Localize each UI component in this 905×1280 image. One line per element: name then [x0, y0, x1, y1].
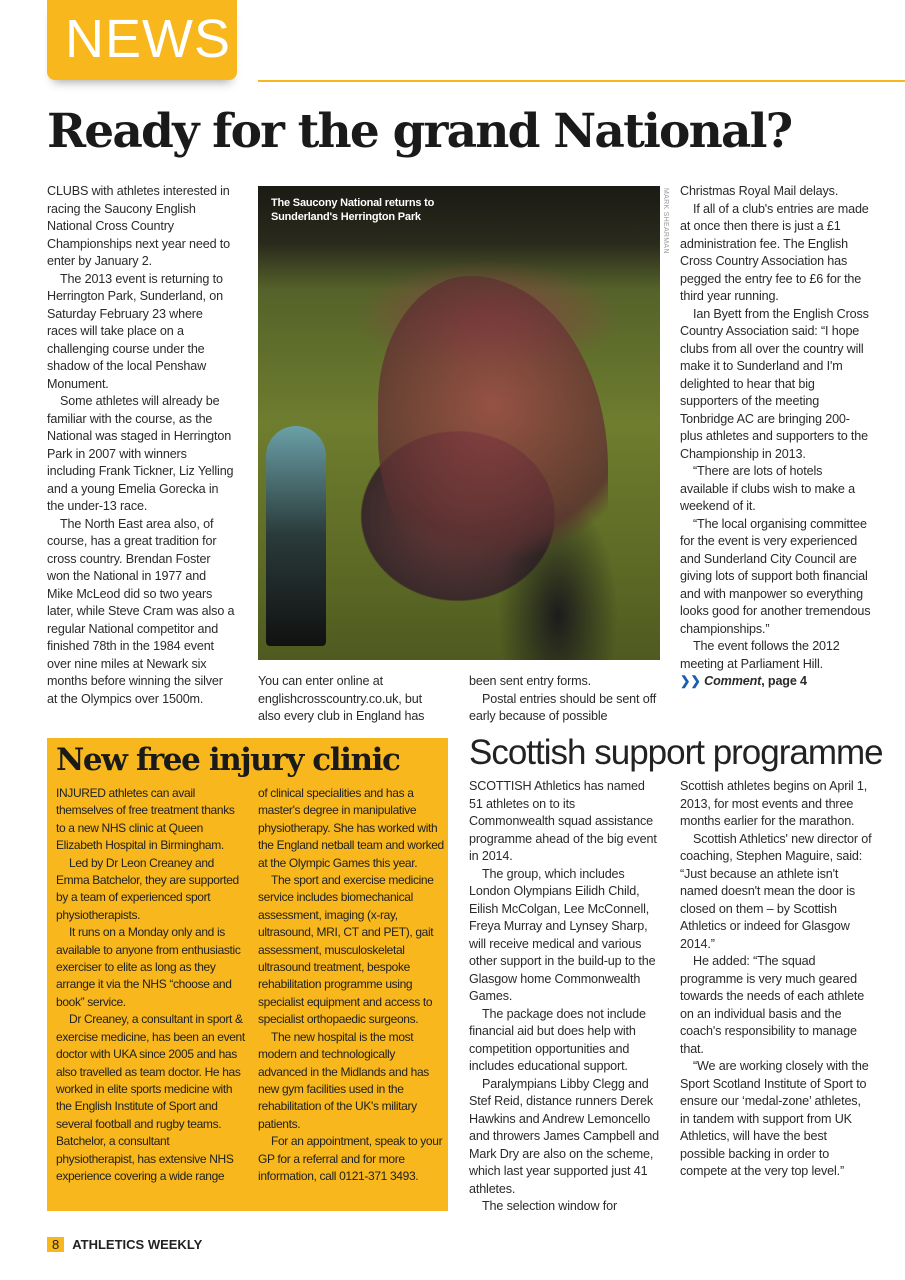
- section-tab: [47, 0, 237, 80]
- paragraph: SCOTTISH Athletics has named 51 athletes on to its Commonwealth squad assistance programme ahead of the big event in 2014.: [469, 779, 657, 863]
- article-col-1: [47, 183, 235, 708]
- paragraph: For an appointment, speak to your GP for a referral and for more information, call 0121-371 3493.: [258, 1134, 443, 1183]
- paragraph: The event follows the 2012 meeting at Parliament Hill.: [680, 639, 840, 671]
- paragraph: It runs on a Monday only and is available to anyone from enthusiastic exerciser to elite as long as they arrange it via the NHS “choose and book” service.: [56, 925, 241, 1009]
- paragraph: “The local organising committee for the event is very experienced and Sunderland City Council are giving lots of support both financial and with manpower so everything looks good for another tremendous championships.”: [680, 516, 871, 636]
- paragraph: He added: “The squad programme is very much geared towards the needs of each athlete on an individual basis and the coach's responsibility to manage that.: [680, 954, 865, 1056]
- paragraph: The selection window for: [482, 1199, 617, 1213]
- paragraph: The package does not include financial aid but does help with competition opportunities and includes educational support.: [469, 1006, 646, 1073]
- chevron-right-icon: ❯❯: [680, 674, 701, 688]
- paragraph: The sport and exercise medicine service includes biomechanical assessment, imaging (x-ray, ultrasound, MRI, CT and PET), gait assessment, musculoskeletal ultrasound treatment, bespoke rehabilitation programme using specialist equipment and access to specialist orthopaedic surgeons.: [258, 873, 434, 1027]
- paragraph: Scottish athletes begins on April 1, 2013, for most events and three months earlier for the marathon.: [680, 779, 868, 828]
- paragraph: Scottish Athletics' new director of coaching, Stephen Maguire, said: “Just because an athlete isn't named doesn't mean the door is closed on them – by Scottish Athletics or indeed for Glasgow 2014.”: [680, 831, 872, 951]
- paragraph: Ian Byett from the English Cross Country Association said: “I hope clubs from all over the country will make it to Sunderland and I'm delighted to hear that big supporters of the meeting Tonbridge AC are bringing 200-plus athletes and supporters to the Championship in 2013.: [680, 306, 869, 461]
- page-reference[interactable]: [680, 673, 872, 691]
- runners-crowd: [378, 276, 608, 596]
- paragraph: of clinical specialities and has a master's degree in manipulative physiotherapy. She has worked with the England netball team and worked at the Olympic Games this year.: [258, 786, 444, 870]
- paragraph: The 2013 event is returning to Herrington Park, Sunderland, on Saturday February 23 where races will take place on a challenging course under the shadow of the local Penshaw Monument.: [47, 271, 223, 391]
- main-headline: Ready for the grand National?: [47, 104, 792, 159]
- paragraph: The group, which includes London Olympians Eilidh Child, Eilish McColgan, Lee McConnell, Freya Murray and Lynsey Sharp, will receive medical and various other support in the build-up to the Glasgow home Commonwealth Games.: [469, 866, 656, 1003]
- race-photo: [258, 186, 660, 660]
- paragraph: “There are lots of hotels available if clubs wish to make a weekend of it.: [680, 464, 855, 513]
- reference-page: , page 4: [761, 674, 807, 688]
- page-footer: [47, 1237, 202, 1252]
- clinic-headline: New free injury clinic: [56, 742, 400, 778]
- paragraph: Led by Dr Leon Creaney and Emma Batchelor, they are supported by a team of experienced sport physiotherapists.: [56, 855, 239, 922]
- spectator-figure: [266, 426, 326, 646]
- paragraph: Postal entries should be sent off early because of possible: [469, 691, 657, 723]
- article-col-2: [258, 673, 444, 726]
- caption-line: The Saucony National returns to: [271, 197, 435, 209]
- paragraph: “We are working closely with the Sport Scotland Institute of Sport to ensure our ‘medal-zone’ athletes, in tandem with support from UK Athletics, will have the best possible backing in order to compete at the very top level.”: [680, 1059, 869, 1178]
- paragraph: INJURED athletes can avail themselves of free treatment thanks to a new NHS clinic at Queen Elizabeth Hospital in Birmingham.: [56, 786, 235, 853]
- reference-label: Comment: [704, 674, 762, 688]
- photo-caption: [271, 196, 434, 224]
- paragraph: Christmas Royal Mail delays.: [680, 184, 839, 198]
- header-rule: [258, 80, 905, 82]
- clinic-col-2: [258, 785, 444, 1185]
- clinic-col-1: [56, 785, 246, 1185]
- paragraph: Dr Creaney, a consultant in sport & exercise medicine, has been an event doctor with UKA since 2005 and has also travelled as team doctor. He has worked in elite sports medicine with the English Institute of Sport and several football and rugby teams. Batchelor, a consultant physiotherapist, has extensive NHS experience covering a wide range: [56, 1012, 245, 1183]
- page-number: 8: [47, 1237, 64, 1252]
- publication-name: ATHLETICS WEEKLY: [72, 1237, 203, 1252]
- paragraph: Paralympians Libby Clegg and Stef Reid, distance runners Derek Hawkins and Andrew Lemoncello and throwers James Campbell and Mark Dry are also on the scheme, which last year supported just 41 athletes.: [469, 1076, 659, 1196]
- injury-clinic-box: [47, 738, 448, 1211]
- article-col-3: [469, 673, 659, 726]
- paragraph: CLUBS with athletes interested in racing the Saucony English National Cross Country Championships next year need to enter by January 2.: [47, 184, 230, 268]
- scottish-headline: Scottish support programme: [469, 733, 883, 772]
- section-label: NEWS: [65, 9, 231, 69]
- paragraph: Some athletes will already be familiar with the course, as the National was staged in Herrington Park in 2007 with winners including Frank Tickner, Liz Yelling and a young Emelia Gorecka in the under-13 race.: [47, 394, 234, 513]
- article-col-4: [680, 183, 872, 691]
- scottish-col-2: [680, 778, 872, 1181]
- scottish-col-1: [469, 778, 661, 1216]
- paragraph: If all of a club's entries are made at once then there is just a £1 administration fee. The English Cross Country Association has pegged the entry fee to £6 for the third year running.: [680, 201, 869, 303]
- paragraph: been sent entry forms.: [469, 674, 591, 688]
- paragraph: The North East area also, of course, has a great tradition for cross country. Brendan Foster won the National in 1977 and Mike McLeod did so two years later, while Steve Cram was also a regular National competitor and finished 78th in the 1984 event over nine miles at Newark six months before winning the silver at the Olympics over 1500m.: [47, 516, 235, 706]
- paragraph: The new hospital is the most modern and technologically advanced in the Midlands and has new gym facilities used in the rehabilitation of the UK's military patients.: [258, 1029, 429, 1131]
- caption-line: Sunderland's Herrington Park: [271, 211, 421, 223]
- photo-credit: MARK SHEARMAN: [662, 188, 669, 254]
- paragraph: You can enter online at englishcrosscountry.co.uk, but also every club in England has: [258, 674, 425, 723]
